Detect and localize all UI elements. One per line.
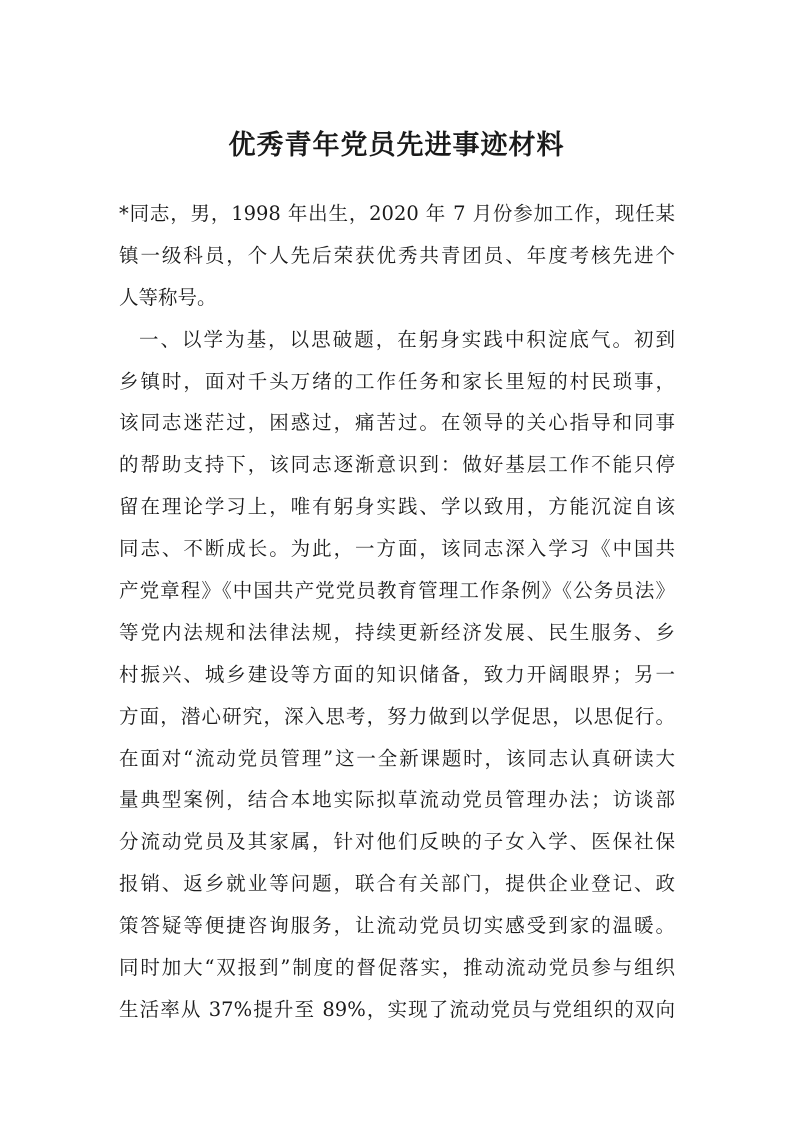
text-line [119, 1031, 675, 1073]
document-title: 优秀青年党员先进事迹材料 [228, 130, 565, 161]
paragraph-intro [119, 193, 675, 319]
text-line: 等党内法规和法律法规，持续更新经济发展、民生服务、乡 [119, 620, 675, 644]
text-line: 产党章程》《中国共产党党员教育管理工作条例》《公务员法》 [119, 579, 675, 603]
text-line: 乡镇时，面对千头万绪的工作任务和家长里短的村民琐事， [119, 369, 675, 393]
text-line: 报销、返乡就业等问题，联合有关部门，提供企业登记、政 [119, 872, 675, 896]
text-line: 同时加大“双报到”制度的督促落实，推动流动党员参与组织 [119, 956, 675, 980]
text-line: 镇一级科员，个人先后荣获优秀共青团员、年度考核先进个 [119, 243, 675, 267]
text-line: *同志，男，1998 年出生，2020 年 7 月份参加工作，现任某 [119, 202, 675, 225]
text-line: 分流动党员及其家属，针对他们反映的子女入学、医保社保 [119, 830, 675, 854]
text-line: 策答疑等便捷咨询服务，让流动党员切实感受到家的温暖。 [119, 914, 675, 938]
text-line: 一、以学为基，以思破题，在躬身实践中积淀底气。初到 [139, 327, 675, 351]
text-line: 量典型案例，结合本地实际拟草流动党员管理办法；访谈部 [119, 788, 675, 812]
text-line: 人等称号。 [119, 285, 217, 309]
text-line: 村振兴、城乡建设等方面的知识储备，致力开阔眼界；另一 [119, 662, 675, 686]
text-line: 方面，潜心研究，深入思考，努力做到以学促思，以思促行。 [119, 704, 675, 728]
text-line: 生活率从 37%提升至 89%，实现了流动党员与党组织的双向 [119, 997, 675, 1021]
document-body [119, 193, 675, 1073]
paragraph-section-one [119, 319, 675, 1073]
text-line: 该同志迷茫过，困惑过，痛苦过。在领导的关心指导和同事 [119, 411, 675, 435]
text-line: 的帮助支持下，该同志逐渐意识到：做好基层工作不能只停 [119, 453, 675, 477]
text-line: 留在理论学习上，唯有躬身实践、学以致用，方能沉淀自该 [119, 495, 675, 519]
text-line: 在面对“流动党员管理”这一全新课题时，该同志认真研读大 [119, 746, 675, 770]
text-line: 同志、不断成长。为此，一方面，该同志深入学习《中国共 [119, 537, 675, 561]
